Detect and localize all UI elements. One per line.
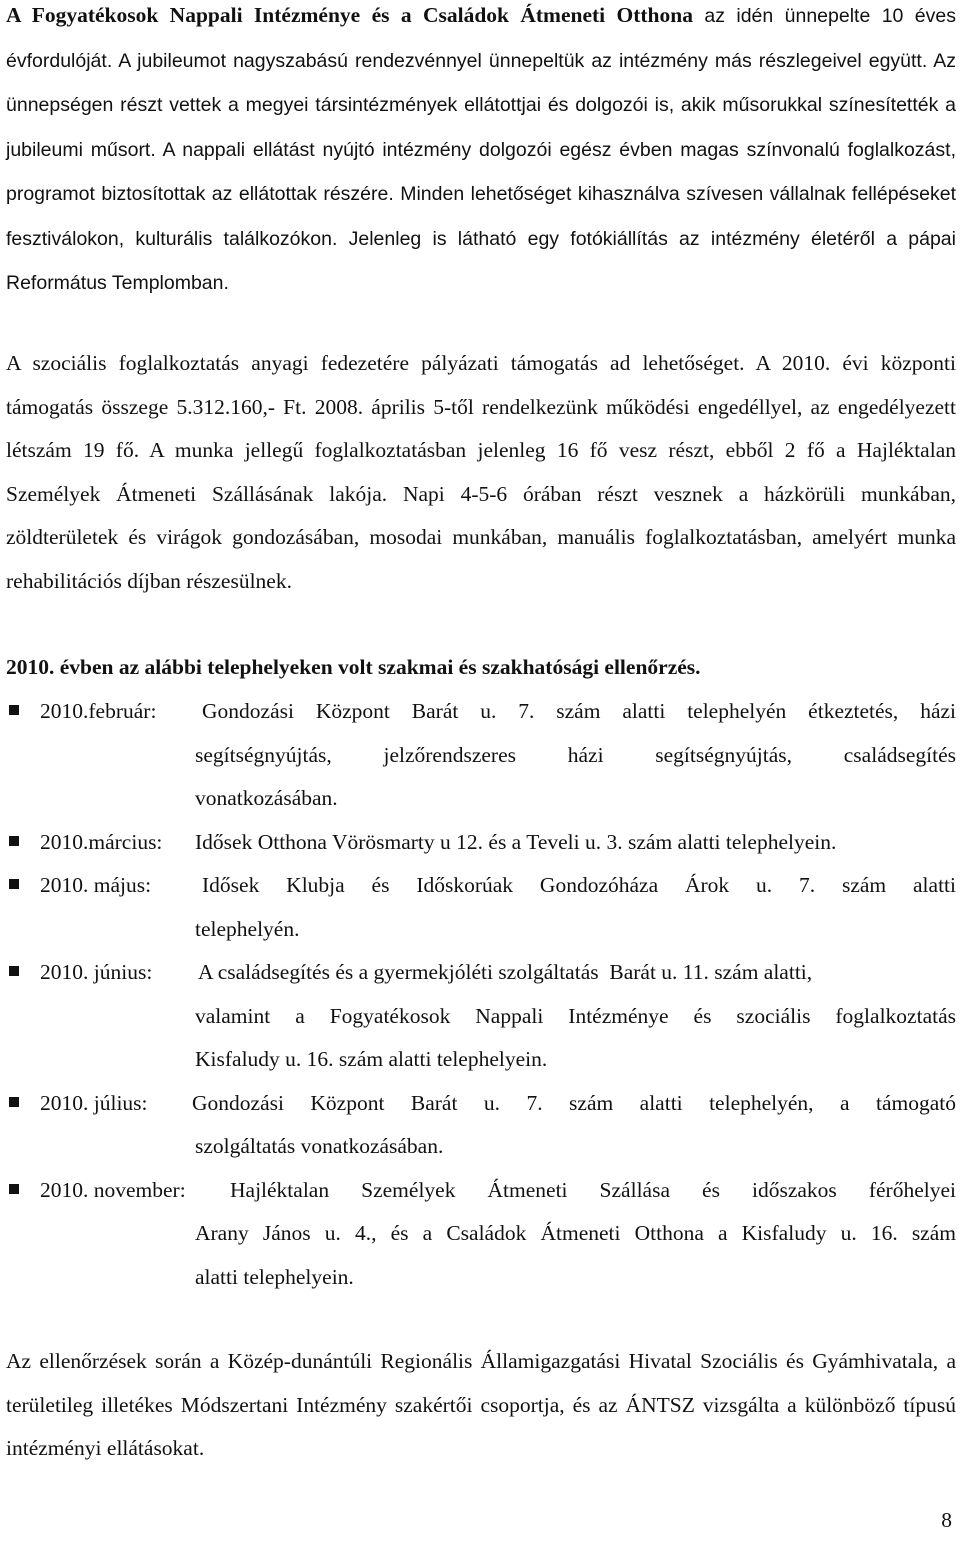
list-item [6,951,956,1082]
inspection-text: Idősek Klubja és Időskorúak Gondozóháza Árok u. 7. szám alatti [202,873,956,897]
paragraph-funding: A szociális foglalkoztatás anyagi fedezetére pályázati támogatás ad lehetőséget. A 2010. évi központi támogatás összege 5.312.160,- Ft. 2008. április 5-től rendelkezünk működési engedéllyel, az engedélyezett létszám 19 fő. A munka jellegű foglalkoztatásban jelenleg 16 fő vesz részt, ebből 2 fő a Hajléktalan Személyek Átmeneti Szállásának lakója. Napi 4-5-6 órában részt vesznek a házkörüli munkában, zöldterületek és virágok gondozásában, mosodai munkában, manuális foglalkoztatásban, amelyért munka rehabilitációs díjban részesülnek. [6,351,956,593]
inspection-cont: szolgáltatás vonatkozásában. [195,1134,444,1158]
list-item [6,821,956,865]
list-item-head [6,821,956,865]
inspection-date: 2010. november: [40,1177,186,1202]
inspection-text: Idősek Otthona Vörösmarty u 12. és a Teveli u. 3. szám alatti telephelyein. [195,829,837,854]
list-item [6,1082,956,1169]
square-bullet-icon [9,836,19,846]
inspection-text: Gondozási Központ Barát u. 7. szám alatti telephelyén, a támogató [192,1090,956,1115]
list-item [6,864,956,951]
inspection-date: 2010. június: [40,960,153,984]
inspection-text: Hajléktalan Személyek Átmeneti Szállása és időszakos férőhelyei [230,1177,956,1202]
inspection-date: 2010. május: [40,873,152,897]
list-item [6,1169,956,1300]
paragraph-inspectors: Az ellenőrzések során a Közép-dunántúli Regionális Államigazgatási Hivatal Szociális és Gyámhivatala, a területileg illetékes Módszertani Intézmény szakértői csoportja, és az ÁNTSZ vizsgálta a különböző típusú intézményi ellátásokat. [6,1349,956,1460]
square-bullet-icon [9,705,19,715]
list-item-head [6,690,956,734]
inspection-cont: telephelyén. [195,916,300,941]
inspection-date: 2010.február: [40,699,157,723]
institution-name: A Fogyatékosok Nappali Intézménye és a Családok Átmeneti Otthona [6,3,693,27]
list-item-head [6,951,956,995]
list-item [6,690,956,821]
inspection-cont: vonatkozásában. [195,786,338,810]
inspection-text: A családsegítés és a gyermekjóléti szolgáltatás Barát u. 11. szám alatti, [198,960,813,984]
square-bullet-icon [9,879,19,889]
list-item-head [6,864,956,908]
inspections-list [6,690,956,1299]
list-item-head [6,1082,956,1126]
inspection-cont: valamint a Fogyatékosok Nappali Intézménye és szociális foglalkoztatás [195,1003,956,1028]
paragraph-anniversary [6,0,956,306]
square-bullet-icon [9,1097,19,1107]
square-bullet-icon [9,966,19,976]
celebration-text: Az ünnepségen részt vettek a megyei társintézmények ellátottjai és dolgozói is, akik műsorukkal színesítették a jubileumi műsort. A nappali ellátást nyújtó intézmény dolgozói egész évben magas színvonalú foglalkozást, programot biztosítottak az ellátottak részére. Minden lehetőséget kihasználva szívesen vállalnak fellépéseket fesztiválokon, kulturális találkozókon. Jelenleg is látható egy fotókiállítás az intézmény életéről a pápai Református Templomban. [6,49,956,294]
inspection-text: Gondozási Központ Barát u. 7. szám alatti telephelyén étkeztetés, házi [202,699,956,723]
inspection-cont: Kisfaludy u. 16. szám alatti telephelyein. [195,1047,548,1071]
inspection-cont: segítségnyújtás, jelzőrendszeres házi segítségnyújtás, családsegítés [195,742,956,767]
anniversary-text: az idén ünnepelte 10 éves évfordulóját. A jubileumot nagyszabású rendezvénnyel ünnepeltük az intézmény más részlegeivel együtt. [6,5,956,72]
square-bullet-icon [9,1184,19,1194]
inspection-cont: Arany János u. 4., és a Családok Átmeneti Otthona a Kisfaludy u. 16. szám [195,1221,956,1245]
page-number: 8 [941,1508,952,1532]
inspection-date: 2010.március: [40,829,163,854]
inspections-heading: 2010. évben az alábbi telephelyeken volt szakmai és szakhatósági ellenőrzés. [6,655,701,679]
inspection-date: 2010. július: [40,1090,148,1115]
inspection-cont: alatti telephelyein. [195,1264,354,1289]
list-item-head [6,1169,956,1213]
